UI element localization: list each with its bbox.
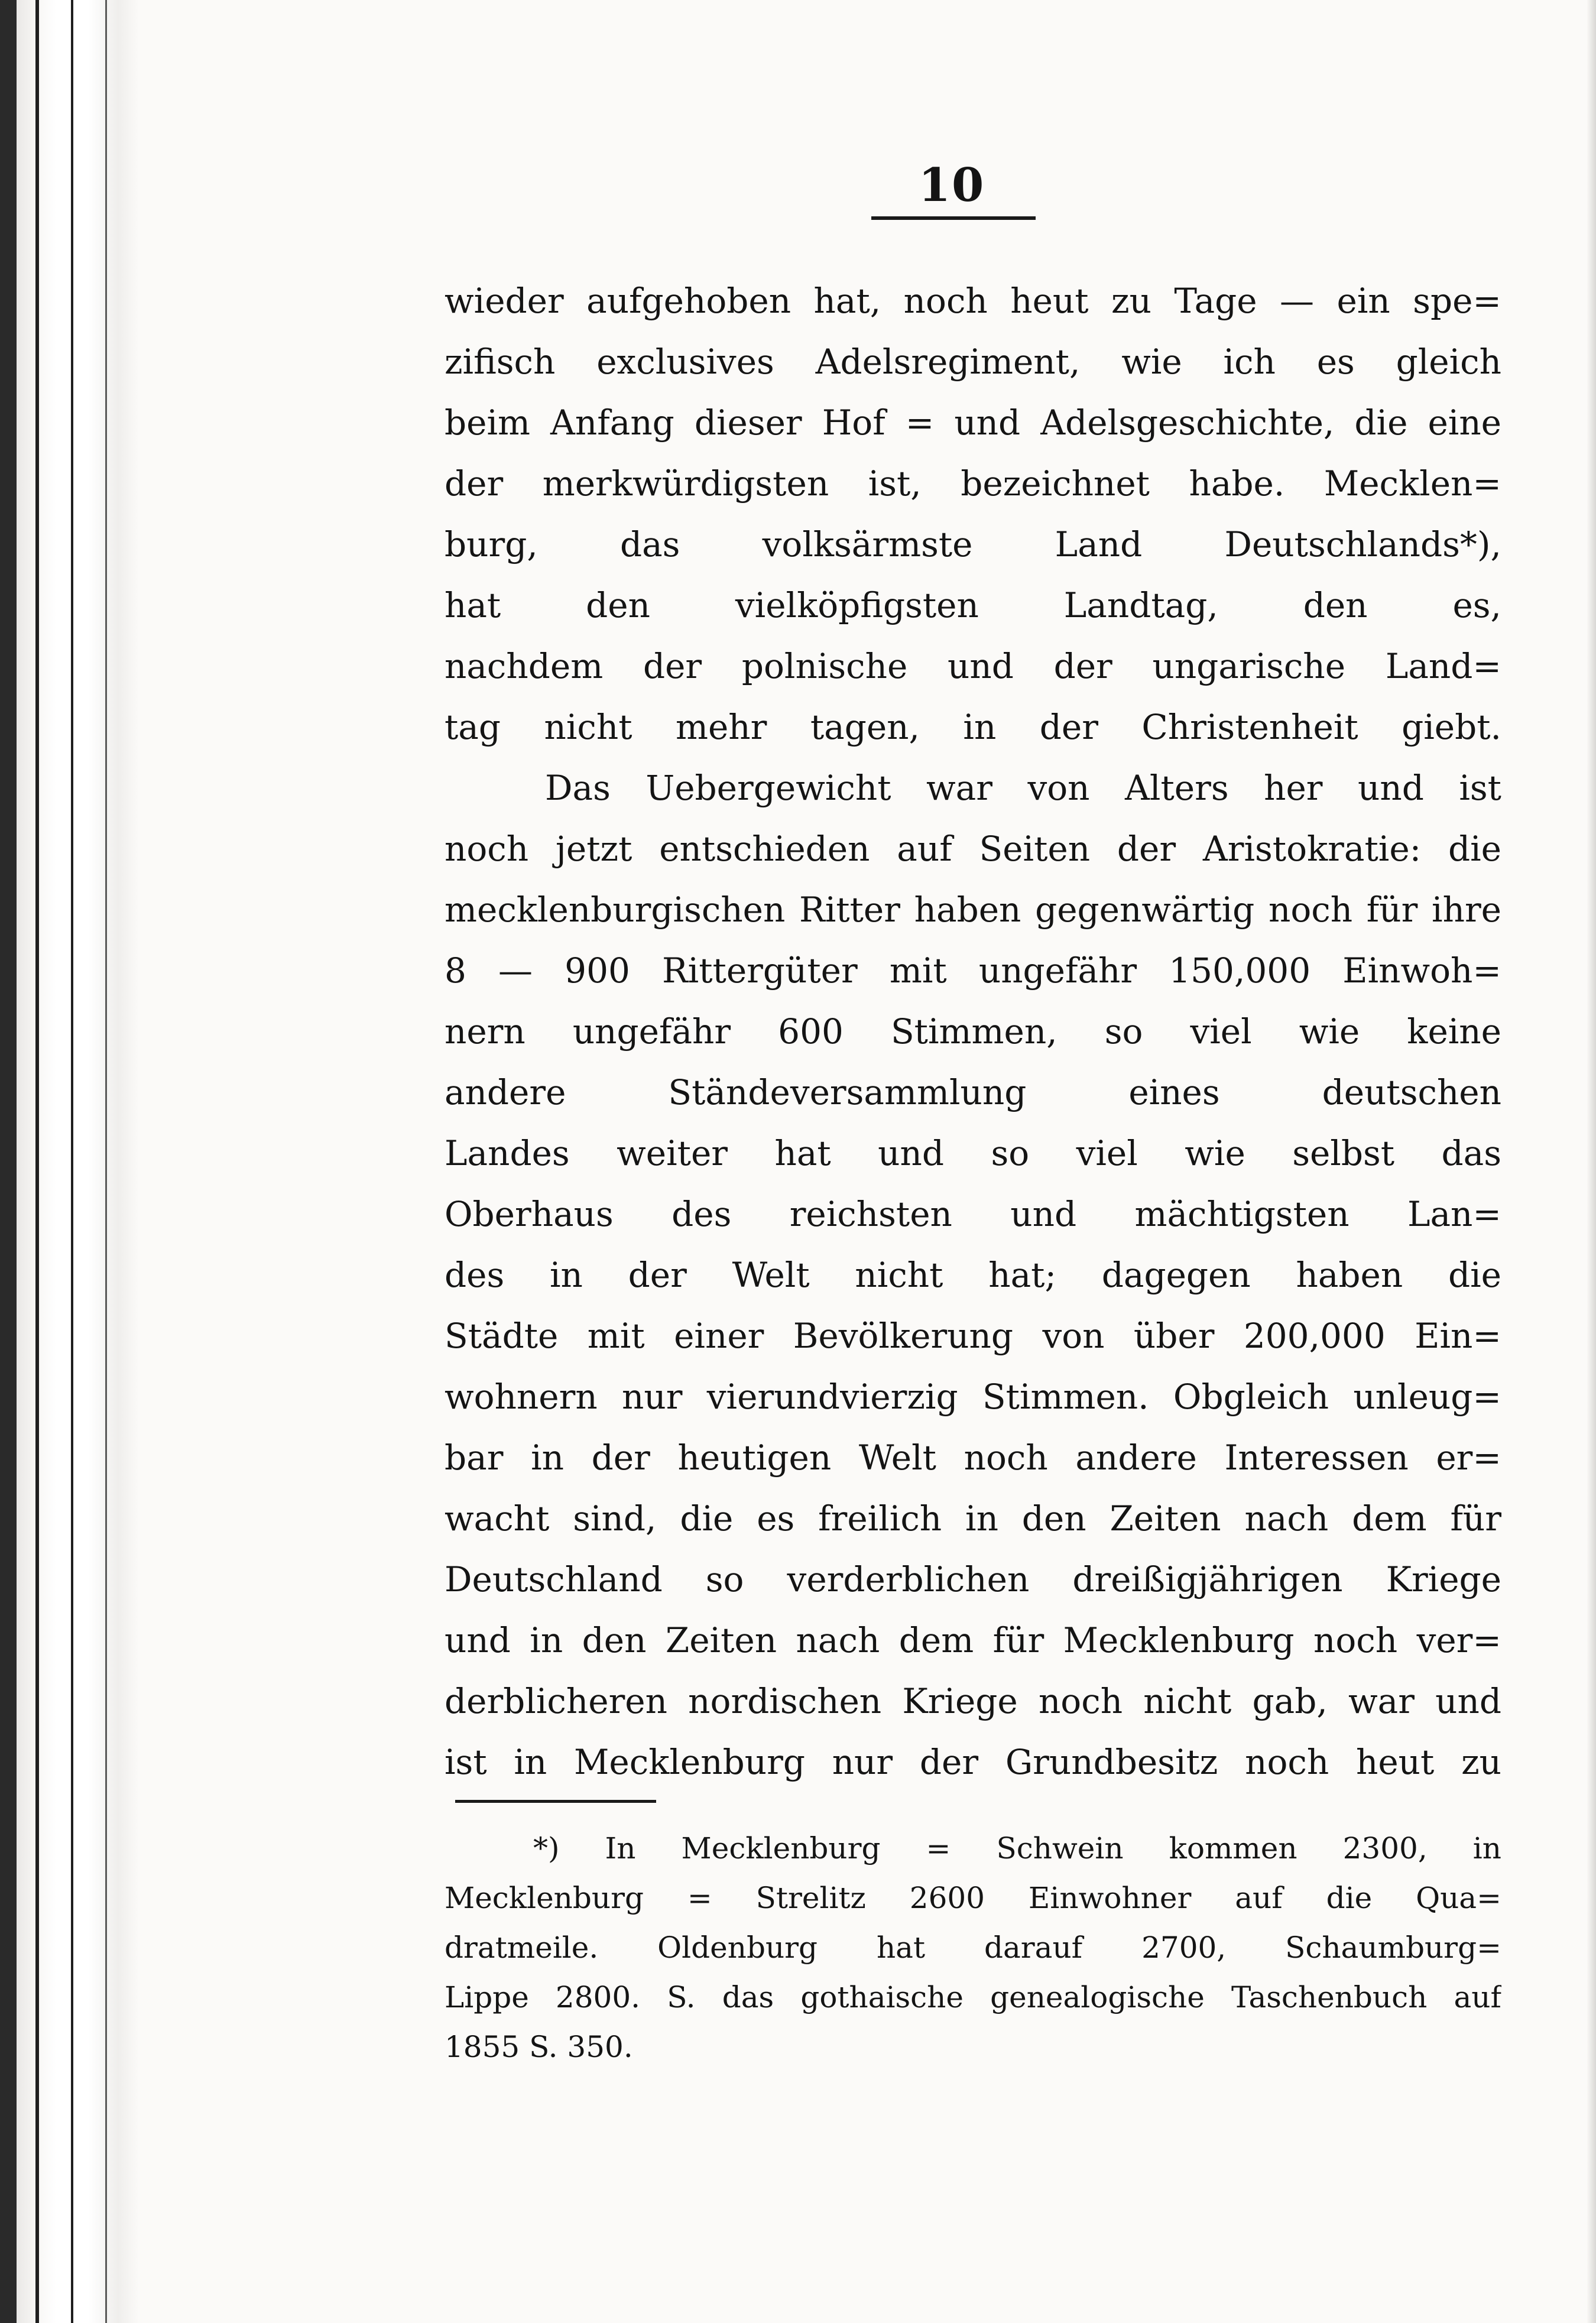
text-line: derblicheren nordischen Kriege noch nicht gab, war und — [445, 1681, 1501, 1721]
footnote-line: Lippe 2800. S. das gothaische genealogische Taschenbuch auf — [445, 1980, 1501, 2014]
binding-line — [35, 0, 39, 2323]
text-line: mecklenburgischen Ritter haben gegenwärtig noch für ihre — [445, 890, 1501, 930]
text-line: Oberhaus des reichsten und mächtigsten Lan= — [445, 1194, 1501, 1234]
page-edge — [1587, 0, 1596, 2323]
text-line: wieder aufgehoben hat, noch heut zu Tage — ein spe= — [445, 281, 1501, 321]
text-line: zifisch exclusives Adelsregiment, wie ich es gleich — [445, 342, 1501, 382]
binding-line — [105, 0, 107, 2323]
text-line: andere Ständeversammlung eines deutschen — [445, 1072, 1501, 1112]
text-line: des in der Welt nicht hat; dagegen haben die — [445, 1255, 1501, 1295]
text-line: ist in Mecklenburg nur der Grundbesitz noch heut zu — [445, 1742, 1501, 1782]
text-line: Das Uebergewicht war von Alters her und ist — [545, 768, 1501, 808]
text-line: beim Anfang dieser Hof = und Adelsgeschichte, die eine — [445, 403, 1501, 443]
footnote-line: Mecklenburg = Strelitz 2600 Einwohner auf die Qua= — [445, 1881, 1501, 1915]
text-line: tag nicht mehr tagen, in der Christenheit giebt. — [445, 707, 1501, 747]
footnote — [445, 1824, 1501, 2072]
footnote-rule — [455, 1800, 656, 1803]
text-line: wacht sind, die es freilich in den Zeiten nach dem für — [445, 1498, 1501, 1539]
main-text — [445, 271, 1501, 1793]
text-line: noch jetzt entschieden auf Seiten der Aristokratie: die — [445, 829, 1501, 869]
text-line: der merkwürdigsten ist, bezeichnet habe. Mecklen= — [445, 463, 1501, 504]
text-line: 8 — 900 Rittergüter mit ungefähr 150,000 Einwoh= — [445, 950, 1501, 991]
text-line: nern ungefähr 600 Stimmen, so viel wie keine — [445, 1011, 1501, 1052]
footnote-line: 1855 S. 350. — [445, 2030, 633, 2064]
footnote-line: dratmeile. Oldenburg hat darauf 2700, Schaumburg= — [445, 1931, 1501, 1965]
text-line: bar in der heutigen Welt noch andere Interessen er= — [445, 1438, 1501, 1478]
book-gutter — [0, 0, 139, 2323]
text-line: und in den Zeiten nach dem für Mecklenburg noch ver= — [445, 1620, 1501, 1660]
text-line: Deutschland so verderblichen dreißigjährigen Kriege — [445, 1559, 1501, 1600]
footnote-line: *) In Mecklenburg = Schwein kommen 2300, in — [533, 1831, 1501, 1865]
binding-line — [71, 0, 73, 2323]
text-line: wohnern nur vierundvierzig Stimmen. Obgleich unleug= — [445, 1377, 1501, 1417]
text-line: hat den vielköpfigsten Landtag, den es, — [445, 585, 1501, 625]
text-line: Landes weiter hat und so viel wie selbst das — [445, 1133, 1501, 1173]
text-line: burg, das volksärmste Land Deutschlands*), — [445, 524, 1501, 564]
text-line: nachdem der polnische und der ungarische Land= — [445, 646, 1501, 686]
text-line: Städte mit einer Bevölkerung von über 200,000 Ein= — [445, 1316, 1501, 1356]
page-number-rule — [871, 216, 1036, 220]
page-number: 10 — [918, 158, 985, 212]
